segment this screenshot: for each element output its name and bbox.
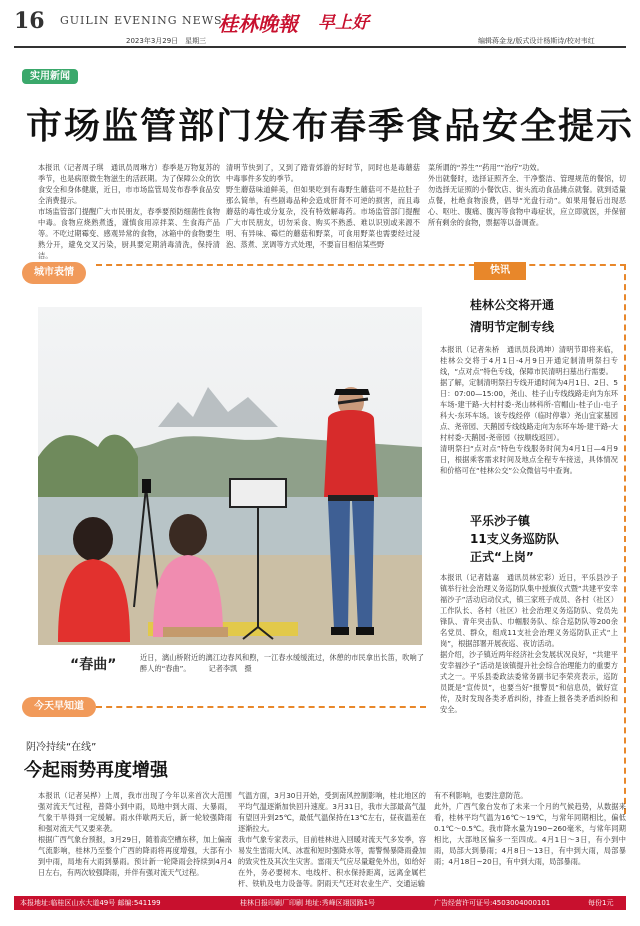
editors-credit: 编辑蒋金龙/版式设计杨斯诗/校对韦红 xyxy=(478,37,595,45)
news-flash-label: 快讯 xyxy=(490,265,510,276)
weather-kicker: 阴冷持续“在线” xyxy=(26,742,97,753)
newspaper-slogan: 早上好 xyxy=(318,13,369,33)
footer-license: 广告经营许可证号:4503004000101 xyxy=(434,899,551,907)
article3-title-line2: 11支义务巡防队 xyxy=(470,532,559,546)
article1-col1: 本报讯（记者周子琪 通讯员周琳方）春季是万物复苏的季节，也是病原微生物滋生的活跃期。为了保障公众的饮食安全和身体健康，近日，市市场监管局发布春季食品安全消费提示。 市场监管部门提醒广大市民朋友，春季要预防细菌性食物中毒。食物应烧熟煮透，谨慎食用凉拌菜、生食海产品等。不吃过期霉变、感观异常的食物，冰箱中的食物要生熟分开，避免交叉污染，厨具要定期消毒清洗，保持清洁。 xyxy=(38,163,220,260)
flute-player-riverside-illustration xyxy=(38,307,422,645)
article3-title-line1: 平乐沙子镇 xyxy=(470,514,531,528)
weather-col3: 有不利影响，也要注意防范。 此外，广西气象台发布了未来一个月的气候趋势，从数据来看，桂林平均气温为16℃～19℃，与常年同期相比，偏低0.1℃～0.5℃。我市降水量为190~260毫米，与常年同期相比，大部地区偏多一至四成。4月1日～3日，有小到中雨，局部大到暴雨；4月8日～13日，有中到大雨，局部暴雨；4月18日~20日，有中到大雨，局部暴雨。 xyxy=(434,791,626,866)
article2-title-line1: 桂林公交将开通 xyxy=(470,298,555,312)
photo-caption: 近日，漓山桥附近的漓江边春风和煦，一江春水缓缓流过，休憩的市民拿出长笛，吹响了醉人的“春曲”。 记者李凯 摄 xyxy=(140,653,424,673)
newspaper-logo: 桂林晚報 xyxy=(218,12,298,36)
weather-col1: 本报讯（记者吴桦）上周，我市出现了今年以来首次大范围强对流天气过程，普降小到中雨，局地中到大雨、大暴雨，气象干旱得到一定缓解。雨水伴歇两天后，新一轮较强降雨和强对流天气又要来袭。 根据广西气象台预报，3月29日，随着高空槽东移，加上偏南气流影响，桂林乃至整个广西的降雨将再度增强，大部有小到中雨，局地有大雨到暴雨。预计新一轮降雨会持续到4月4日左右，有两次较强降雨，并伴有强对流天气过程。 xyxy=(38,791,232,877)
article3-title-line3: 正式“上岗” xyxy=(470,550,534,564)
today-tag-label: 今天早知道 xyxy=(34,701,84,712)
section-tag xyxy=(22,64,78,83)
today-tag xyxy=(22,697,96,717)
article2-title-line2: 清明节定制专线 xyxy=(470,320,555,334)
weather-title: 今起雨势再度增强 xyxy=(24,760,168,781)
footer-price: 每份1元 xyxy=(588,899,614,907)
city-expression-label: 城市表情 xyxy=(34,267,74,278)
decorative-dashed-border xyxy=(624,264,626,814)
footer-address: 本报地址:临桂区山水大道49号 邮编:541199 xyxy=(20,899,161,907)
decorative-dashed-border xyxy=(96,264,626,266)
issue-date: 2023年3月29日 星期三 xyxy=(126,37,207,45)
news-photo xyxy=(38,307,422,645)
article1-col3: 菜所谓的“养生”“药用”“治疗”功效。 外出就餐时，选择证照齐全、干净整洁、管理规范的餐馆，切勿选择无证照的小餐饮店、街头流动食品摊点就餐。就到适量点餐，杜绝食物浪费，倡导“光盘行动”。如果用餐后出现恶心、呕吐、腹痛、腹泻等食物中毒症状，应立即就医，并保留所有剩余的食物，票据等以备调查。 xyxy=(428,163,626,227)
page-footer xyxy=(14,896,626,910)
weather-col2: 气温方面，3月30日开始，受到南风控制影响，桂北地区的平均气温逐渐加快回升速度。3月31日，我市大部最高气温有望回升到25℃，最低气温保持在13℃左右，昼夜温差在逐渐拉大。 我市气象专家表示，目前桂林进入回暖对流天气多发季，容易发生雷雨大风、冰雹和短时强降水等，需警惕暴降雨叠加的致灾性及其次生灾害。雷雨天气应尽量避免外出，如给好在外，务必要树木、电线杆、积水保持距离，远离金属栏杆、铁轨及电力设备等。阴雨天气还对农业生产、交通运输 xyxy=(238,791,426,888)
page-number: 16 xyxy=(14,8,45,34)
decorative-dashed-border xyxy=(96,706,426,708)
news-flash-tag xyxy=(474,262,526,280)
page-headline: 市场监管部门发布春季食品安全提示 xyxy=(26,105,635,147)
city-expression-tag xyxy=(22,262,86,284)
photo-caption-title: “春曲” xyxy=(70,657,117,673)
article1-col2: 清明节快到了，又到了踏青郊游的好时节，同时也是毒蘑菇中毒事件多发的季节。 野生蘑菇味道鲜美，但如果吃到有毒野生蘑菇可不是拉肚子那么简单，有些剧毒品种会造成肝肾不可逆的损害，而且毒蘑菇的毒性或分复杂，没有特效解毒药。市场监管部门提醒广大市民朋友，切勿采食、购买不熟悉、难以识别或来源不明、有异味、霉烂的蘑菇和野菜，可食用野菜也需要经过浸泡、蒸煮、烹调等方式处理，不要盲目相信某些野 xyxy=(226,163,420,249)
header-divider xyxy=(14,46,626,48)
footer-printer: 桂林日报印刷厂印刷 地址:秀峰区翊园路1号 xyxy=(240,899,376,907)
article2-body: 本报讯（记者朱桥 通讯员段鸿坤）清明节即将来临，桂林公交将于4月1日-4月9日开通定制清明祭扫专线，“点对点”特色专线，保障市民清明扫墓出行需要。 据了解，定制清明祭扫专线开通时间为4月1日、2日、5日：07:00—15:00，尧山、桂子山专线线路走向为东环车场-建干路-大村村委-尧山林科所-官帽山-桂子山-屯子科大-东环车场。该专线经停（临时停靠）尧山宜家墓园点、尧帝园、天鹅园专线线路走向为东环车场-建干路-大村村委-天鹅园-尧帝园（按顺线返回）。 清明祭扫“点对点”特色专线服务时间为4月1日—4月9日，根据乘客需求时间及地点全程专车接送，具体情况和价格可在“桂林公交”公众微信号中查询。 xyxy=(440,345,618,475)
section-tag-label: 实用新闻 xyxy=(22,69,78,84)
newspaper-english-title: GUILIN EVENING NEWS xyxy=(60,14,223,27)
article3-body: 本报讯（记者陆嘉 通讯员林宏彩）近日，平乐县沙子镇举行社会治理义务巡防队集中授旗仪式暨“共建平安幸福沙子”活动启动仪式，镇三家班子成员、各村（社区）工作队长、各村（社区）社会治理义务巡防队、党员先锋队、青年突击队、巾帼服务队、综合巡防队等200余名党员、群众，组成11支社会治理义务巡防队正式“上岗”，根据部署开展夜巡、夜访活动。 据介绍，沙子镇近两年经济社会发展状况良好，“共建平安幸福沙子”活动是该镇提升社会综合治理能力的重要方式之一。平乐县委政法委常务副书记李荣亮表示，巡防员既是“宣传员”，也要当好“报警员”和信息员，做好宣传，及时发现各类矛盾纠纷，排查上报各类矛盾纠纷和安全。 xyxy=(440,573,618,714)
